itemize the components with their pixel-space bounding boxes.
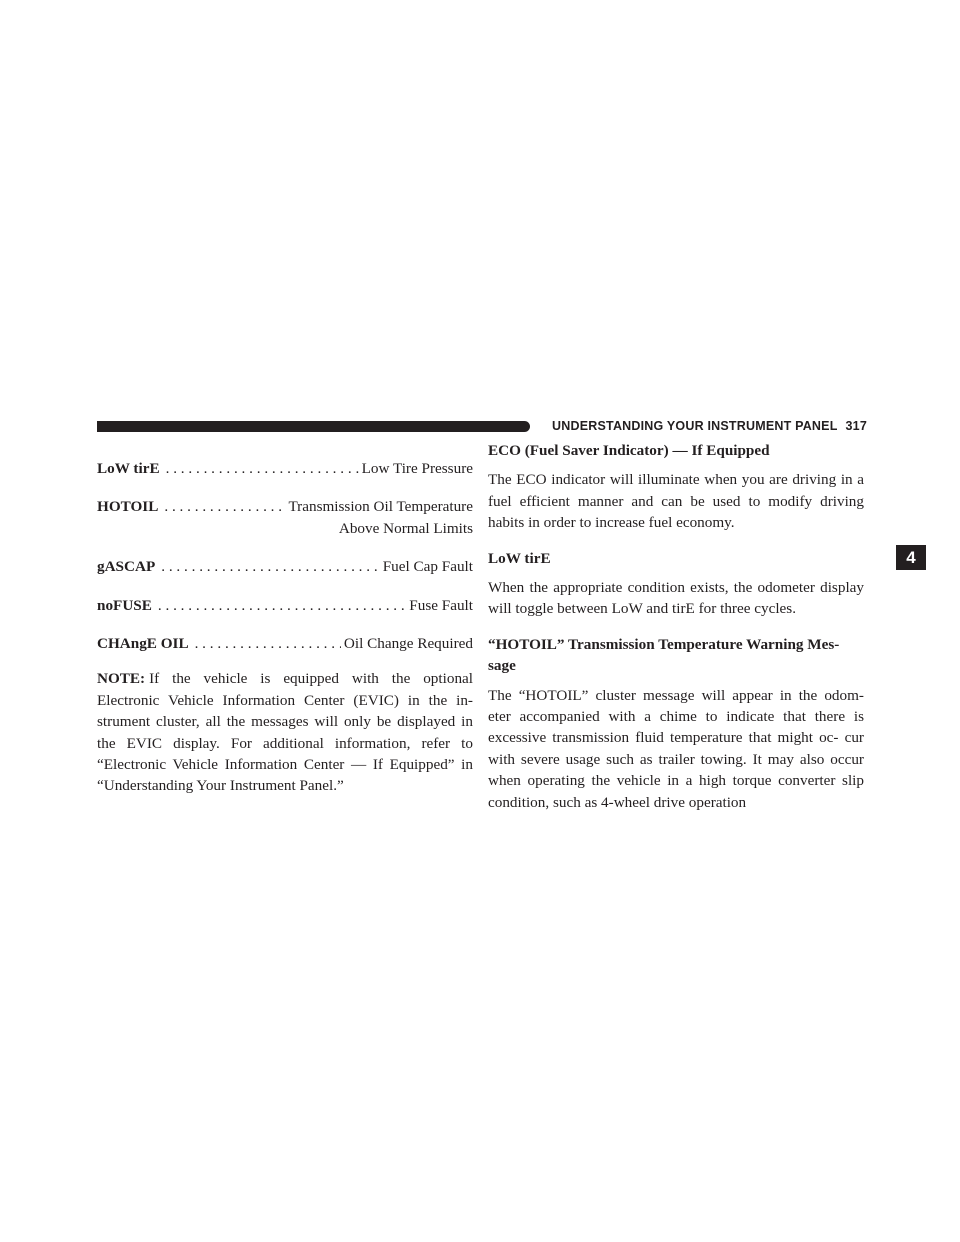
message-row-nofuse [97, 595, 473, 616]
hotoil-heading: “HOTOIL” Transmission Temperature Warning Mes- sage [488, 635, 840, 675]
message-row-gascap [97, 556, 473, 577]
note-paragraph [97, 668, 473, 796]
dot-leader [166, 458, 359, 479]
header-rule [97, 421, 530, 432]
dot-leader [164, 496, 285, 517]
eco-heading: ECO (Fuel Saver Indicator) — If Equipped [488, 442, 770, 459]
message-desc: Fuel Cap Fault [382, 558, 473, 576]
message-desc-continued: Above Normal Limits [338, 519, 473, 537]
low-tire-heading: LoW tirE [488, 549, 551, 567]
eco-paragraph: The ECO indicator will illuminate when you are driving in a fuel efficient manner and can be used to modify driving habits in order to increase fuel economy. [488, 471, 864, 532]
message-desc: Transmission Oil Temperature [288, 498, 473, 516]
running-header [537, 419, 867, 433]
section-title: UNDERSTANDING YOUR INSTRUMENT PANEL [552, 419, 838, 433]
note-text: If the vehicle is equipped with the optional Electronic Vehicle Information Center (EVIC) in the in- strument cluster, all the messages will only be displayed in the EVIC display. For additional information, refer to “Electronic Vehicle Information Center — If Equipped” in “Understanding Your Instrument Panel.” [97, 670, 473, 795]
dot-leader [195, 633, 341, 654]
left-column [97, 440, 473, 797]
low-tire-paragraph: When the appropriate condition exists, the odometer display will toggle between LoW and tirE for three cycles. [488, 579, 864, 618]
message-desc: Oil Change Required [343, 635, 473, 653]
message-desc: Fuse Fault [409, 596, 473, 614]
hotoil-paragraph: The “HOTOIL” cluster message will appear in the odom- eter accompanied with a chime to indicate that there is excessive transmission fluid temperature that might oc- cur with severe usage such as trailer towing. It may also occur when operating the vehicle in a high torque converter slip condition, such as 4-wheel drive operation [488, 686, 864, 811]
page-number: 317 [845, 419, 867, 433]
message-row-hotoil [97, 496, 473, 517]
message-term: LoW tirE [97, 460, 160, 477]
note-label: NOTE: [97, 670, 146, 688]
message-term: gASCAP [97, 558, 156, 576]
right-column [488, 440, 864, 813]
chapter-tab: 4 [896, 545, 926, 570]
dot-leader [161, 556, 379, 577]
message-term: noFUSE [97, 596, 152, 614]
message-term: CHAngE OIL [97, 635, 189, 653]
message-row-change-oil [97, 633, 473, 654]
message-desc: Low Tire Pressure [361, 460, 473, 477]
dot-leader [158, 595, 406, 616]
message-row-low-tire [97, 458, 473, 479]
message-term: HOTOIL [97, 498, 159, 516]
